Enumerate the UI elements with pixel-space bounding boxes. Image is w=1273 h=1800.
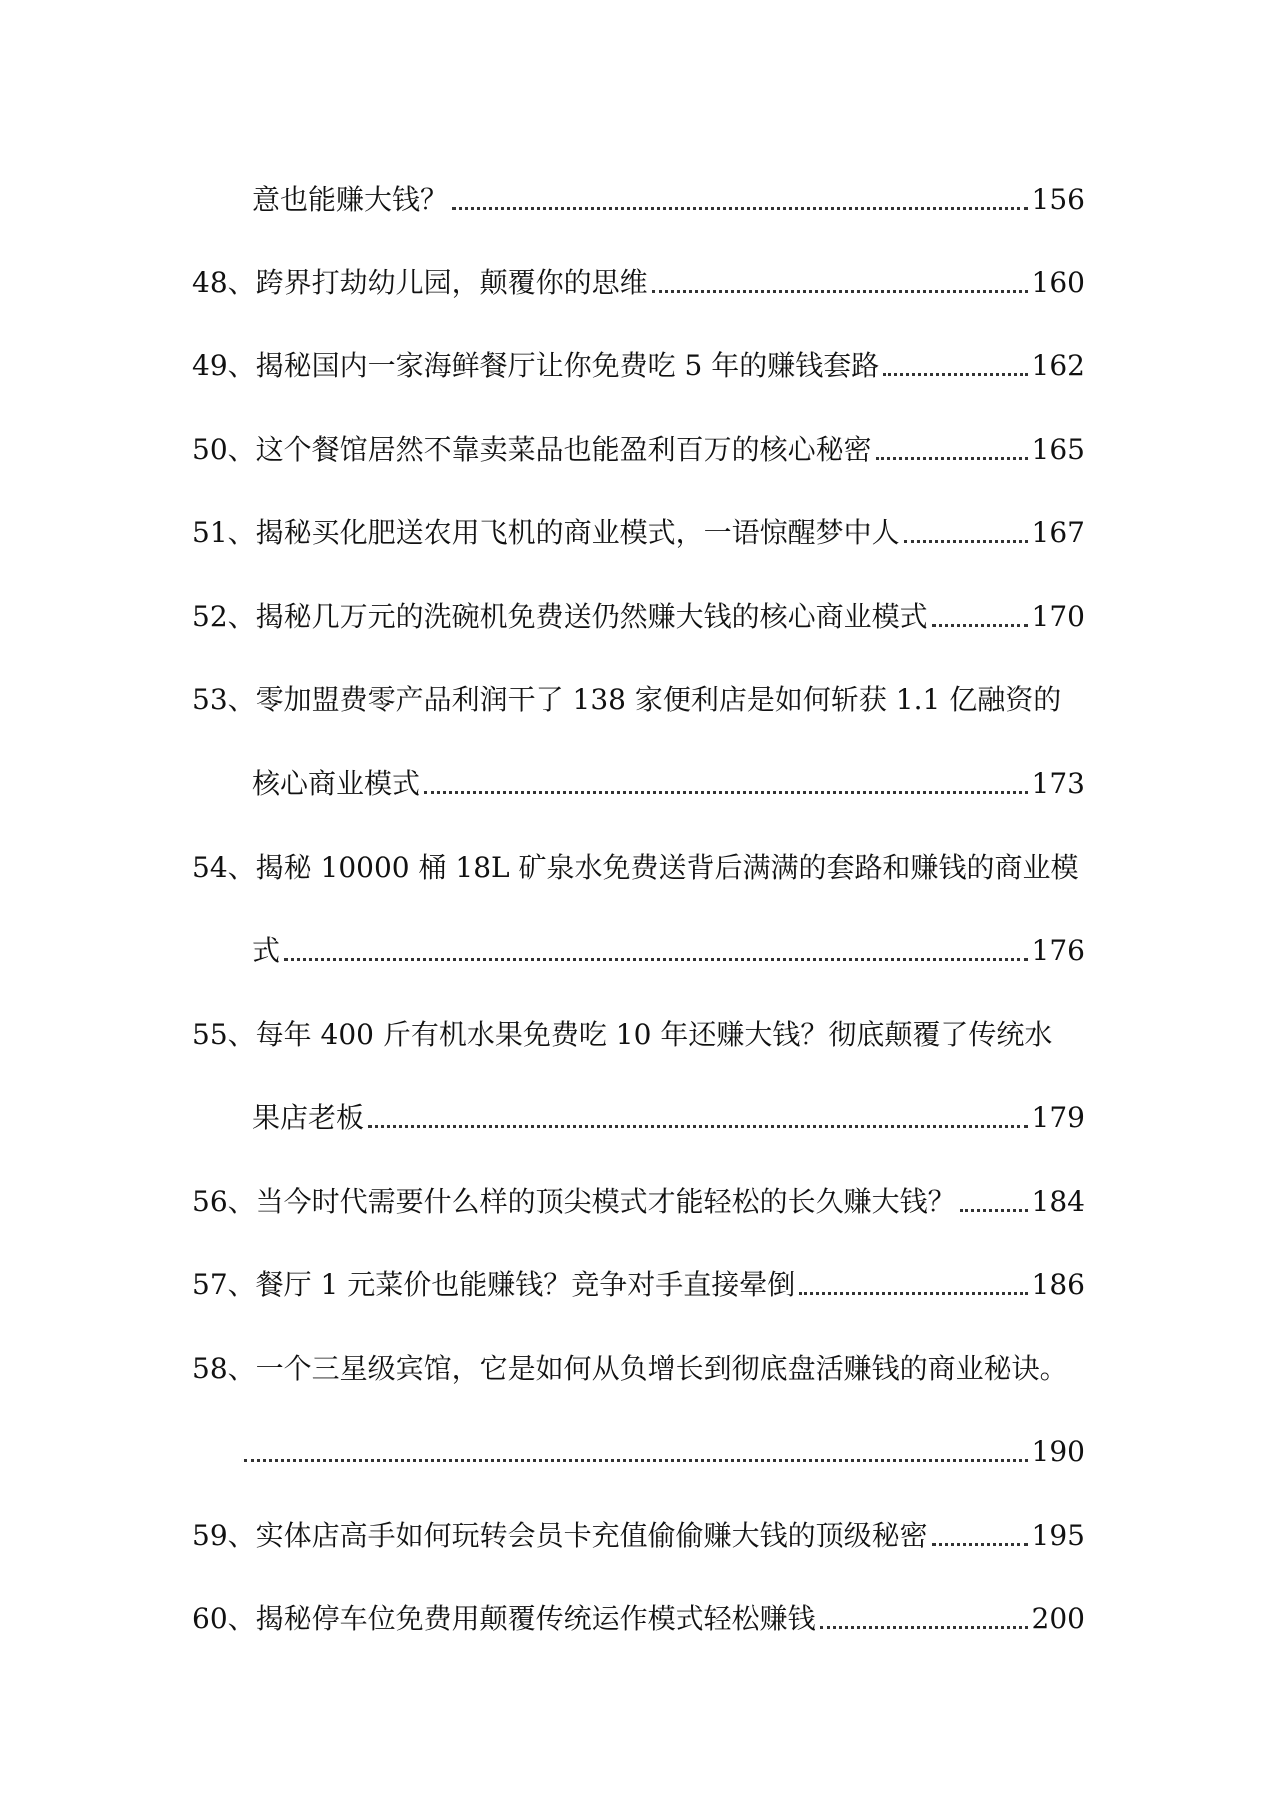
toc-entry-title: 揭秘国内一家海鲜餐厅让你免费吃 5 年的赚钱套路 (255, 349, 880, 382)
dot-leader (904, 540, 1028, 543)
toc-entry-49[interactable] (192, 334, 1085, 384)
toc-page-number: 160 (1031, 266, 1085, 299)
toc-entry-53-continued[interactable] (252, 752, 1085, 802)
toc-entry-title: 跨界打劫幼儿园，颠覆你的思维 (255, 266, 648, 299)
dot-leader (876, 457, 1028, 460)
toc-entry-number: 59、 (192, 1519, 256, 1552)
toc-entry-number: 54、 (192, 851, 256, 884)
toc-entry-title: 当今时代需要什么样的顶尖模式才能轻松的长久赚大钱？ (255, 1185, 956, 1218)
dot-leader (820, 1626, 1028, 1629)
toc-entry-48[interactable] (192, 251, 1085, 301)
toc-entry-58[interactable] (192, 1337, 1085, 1387)
toc-entry-title: 果店老板 (252, 1101, 365, 1134)
toc-page-number: 162 (1031, 349, 1085, 382)
dot-leader (932, 1543, 1028, 1546)
toc-entry-title: 这个餐馆居然不靠卖菜品也能盈利百万的核心秘密 (255, 433, 872, 466)
toc-entry-title: 揭秘停车位免费用颠覆传统运作模式轻松赚钱 (255, 1602, 816, 1635)
toc-entry-55-continued[interactable] (252, 1086, 1085, 1136)
toc-entry-52[interactable] (192, 585, 1085, 635)
toc-entry-title: 餐厅 1 元菜价也能赚钱？竞争对手直接晕倒 (255, 1268, 796, 1301)
toc-entry-title: 揭秘 10000 桶 18L 矿泉水免费送背后满满的套路和赚钱的商业模 (255, 851, 1079, 884)
toc-entry-title: 一个三星级宾馆，它是如何从负增长到彻底盘活赚钱的商业秘诀。 (255, 1352, 1068, 1385)
dot-leader (652, 290, 1028, 293)
toc-entry-60[interactable] (192, 1587, 1085, 1637)
toc-page-number: 170 (1031, 600, 1085, 633)
dot-leader (960, 1209, 1028, 1212)
toc-entry-54[interactable] (192, 836, 1085, 886)
toc-entry-title: 每年 400 斤有机水果免费吃 10 年还赚大钱？彻底颠覆了传统水 (255, 1018, 1053, 1051)
toc-page-number: 184 (1031, 1185, 1085, 1218)
toc-entry-55[interactable] (192, 1003, 1085, 1053)
toc-entry-number: 52、 (192, 600, 256, 633)
toc-entry-number: 48、 (192, 266, 256, 299)
toc-entry-number: 53、 (192, 683, 256, 716)
dot-leader (883, 373, 1027, 376)
toc-entry-number: 51、 (192, 516, 256, 549)
toc-entry-title: 核心商业模式 (252, 767, 421, 800)
toc-page-number: 186 (1031, 1268, 1085, 1301)
toc-page-number: 165 (1031, 433, 1085, 466)
toc-entry-53[interactable] (192, 668, 1085, 718)
toc-page-number: 167 (1031, 516, 1085, 549)
toc-entry-title: 式 (252, 934, 281, 967)
toc-page-number: 195 (1031, 1519, 1085, 1552)
dot-leader (452, 207, 1028, 210)
dot-leader (368, 1125, 1028, 1128)
toc-entry-56[interactable] (192, 1170, 1085, 1220)
toc-page-number: 176 (1031, 934, 1085, 967)
toc-entry-47-continued[interactable] (252, 168, 1085, 218)
toc-entry-54-continued[interactable] (252, 919, 1085, 969)
toc-entry-title: 实体店高手如何玩转会员卡充值偷偷赚大钱的顶级秘密 (255, 1519, 928, 1552)
dot-leader (799, 1292, 1027, 1295)
toc-page-number: 173 (1031, 767, 1085, 800)
toc-entry-title: 意也能赚大钱？ (252, 183, 449, 216)
toc-page-number: 156 (1031, 183, 1085, 216)
toc-entry-50[interactable] (192, 418, 1085, 468)
toc-entry-58-continued[interactable] (240, 1420, 1085, 1470)
toc-page-number: 200 (1031, 1602, 1085, 1635)
toc-entry-number: 58、 (192, 1352, 256, 1385)
toc-entry-number: 55、 (192, 1018, 256, 1051)
toc-entry-number: 56、 (192, 1185, 256, 1218)
toc-entry-57[interactable] (192, 1253, 1085, 1303)
toc-entry-number: 60、 (192, 1602, 256, 1635)
toc-page-number: 190 (1031, 1435, 1085, 1468)
toc-entry-number: 57、 (192, 1268, 256, 1301)
toc-entry-title: 揭秘买化肥送农用飞机的商业模式，一语惊醒梦中人 (255, 516, 900, 549)
toc-page-number: 179 (1031, 1101, 1085, 1134)
dot-leader (284, 958, 1028, 961)
dot-leader (244, 1459, 1028, 1462)
toc-entry-title: 揭秘几万元的洗碗机免费送仍然赚大钱的核心商业模式 (255, 600, 928, 633)
toc-entry-51[interactable] (192, 501, 1085, 551)
dot-leader (424, 791, 1028, 794)
toc-entry-number: 49、 (192, 349, 256, 382)
dot-leader (932, 624, 1028, 627)
toc-entry-number: 50、 (192, 433, 256, 466)
toc-entry-title: 零加盟费零产品利润干了 138 家便利店是如何斩获 1.1 亿融资的 (255, 683, 1062, 716)
toc-entry-59[interactable] (192, 1504, 1085, 1554)
